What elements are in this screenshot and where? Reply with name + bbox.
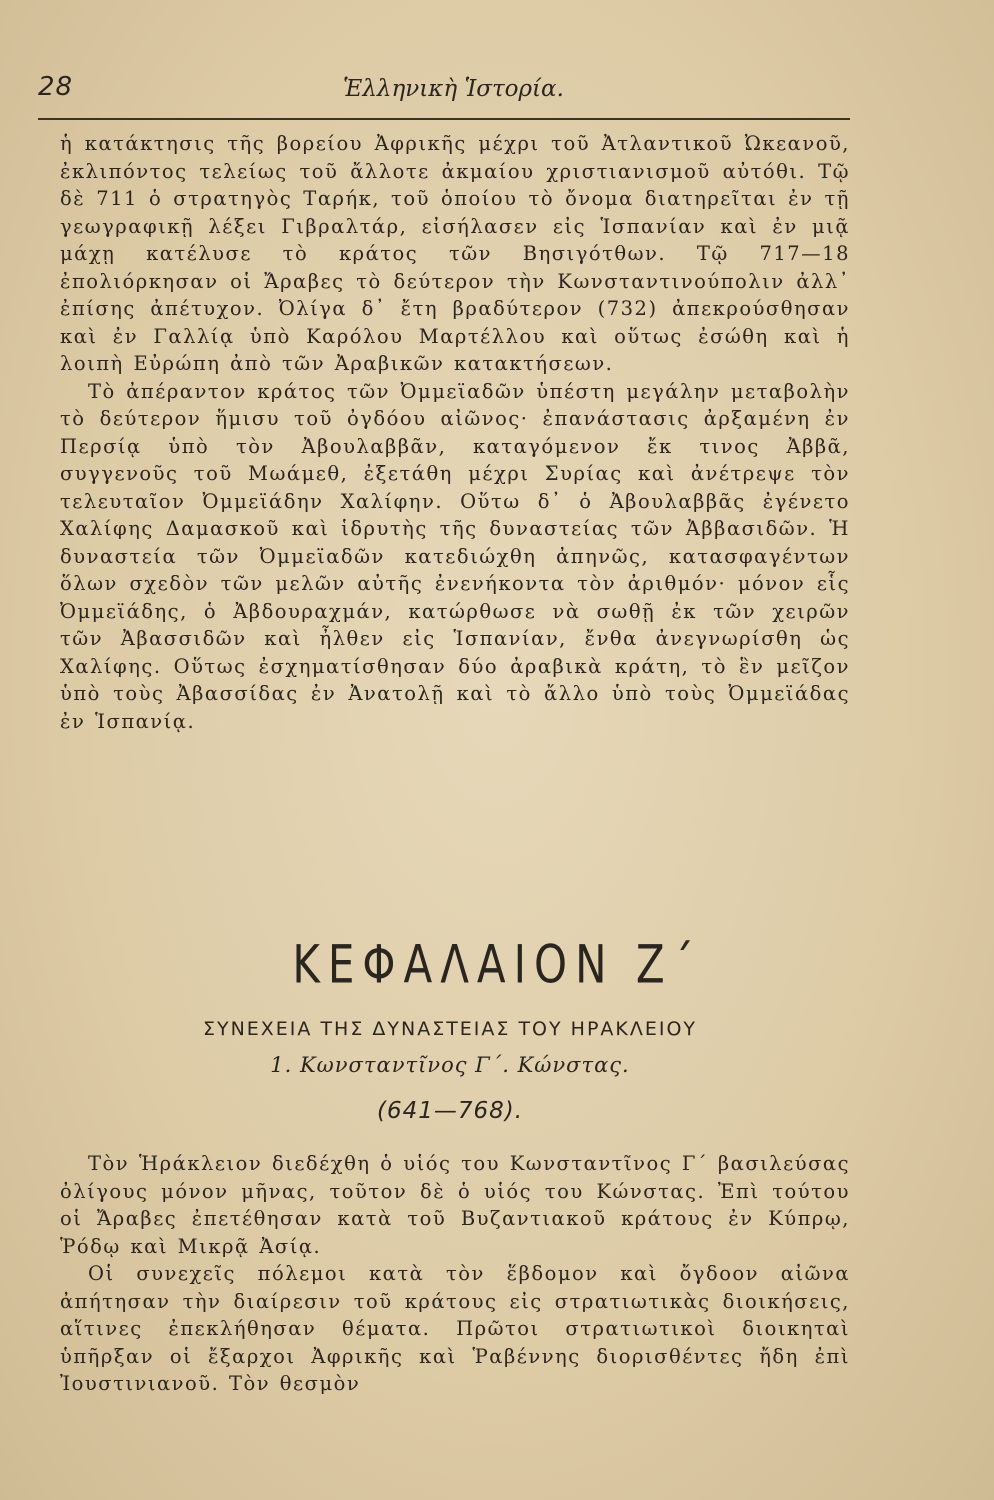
page-header [38, 68, 848, 108]
chapter-title: ΚΕΦΑΛΑΙΟΝ Ζ΄ [292, 933, 702, 996]
paragraph: Οἱ συνεχεῖς πόλεμοι κατὰ τὸν ἕβδομον καὶ ὄγδοον αἰῶνα ἀπήτησαν τὴν διαίρεσιν τοῦ κράτους εἰς στρατιωτικὰς διοικήσεις, αἵτινες ἐπεκλήθησαν θέματα. Πρῶτοι στρατιωτικοὶ διοικηταὶ ὑπῆρξαν οἱ ἔξαρχοι Ἀφρικῆς καὶ Ῥαβέννης διορισθέντες ἤδη ἐπὶ Ἰουστινιανοῦ. Τὸν θεσμὸν [60, 1262, 850, 1395]
page-number: 28 [38, 72, 74, 102]
header-rule [38, 118, 850, 120]
paragraph: Τὸ ἀπέραντον κράτος τῶν Ὀμμεϊαδῶν ὑπέστη μεγάλην μεταβολὴν τὸ δεύτερον ἥμισυ τοῦ ὀγδόου αἰῶνος· ἐπανάστασις ἀρξαμένη ἐν Περσίᾳ ὑπὸ τὸν Ἀβουλαββᾶν, καταγόμενον ἔκ τινος Ἀββᾶ, συγγενοῦς τοῦ Μωάμεθ, ἐξετάθη μέχρι Συρίας καὶ ἀνέτρεψε τὸν τελευταῖον Ὀμμεϊάδην Χαλίφην. Οὕτω δ᾽ ὁ Ἀβουλαββᾶς ἐγένετο Χαλίφης Δαμασκοῦ καὶ ἱδρυτὴς τῆς δυναστείας τῶν Ἀββασιδῶν. Ἡ δυναστεία τῶν Ὀμμεϊαδῶν κατεδιώχθη ἀπηνῶς, κατασφαγέντων ὅλων σχεδὸν τῶν μελῶν αὐτῆς ἐνενήκοντα τὸν ἀριθμόν· μόνον εἷς Ὀμμεϊάδης, ὁ Ἀβδουραχμάν, κατώρθωσε νὰ σωθῇ ἐκ τῶν χειρῶν τῶν Ἀβασσιδῶν καὶ ἦλθεν εἰς Ἱσπανίαν, ἔνθα ἀνεγνωρίσθη ὡς Χαλίφης. Οὕτως ἐσχηματίσθησαν δύο ἀραβικὰ κράτη, τὸ ἓν μεῖζον ὑπὸ τοὺς Ἀβασσίδας ἐν Ἀνατολῇ καὶ τὸ ἄλλο ὑπὸ τοὺς Ὀμμεϊάδας ἐν Ἱσπανίᾳ. [60, 379, 850, 733]
chapter-subtitle: ΣΥΝΕΧΕΙΑ ΤΗΣ ΔΥΝΑΣΤΕΙΑΣ ΤΟΥ ΗΡΑΚΛΕΙΟΥ [202, 1018, 698, 1040]
paragraph: ἡ κατάκτησις τῆς βορείου Ἀφρικῆς μέχρι τοῦ Ἀτλαντικοῦ Ὠκεανοῦ, ἐκλιπόντος τελείως τοῦ ἄλλοτε ἀκμαίου χριστιανισμοῦ αὐτόθι. Τῷ δὲ 711 ὁ στρατηγὸς Ταρήκ, τοῦ ὁποίου τὸ ὄνομα διατηρεῖται ἐν τῇ γεωγραφικῇ λέξει Γιβραλτάρ, εἰσήλασεν εἰς Ἱσπανίαν καὶ ἐν μιᾷ μάχῃ κατέλυσε τὸ κράτος τῶν Βησιγότθων. Τῷ 717—18 ἐπολιόρκησαν οἱ Ἄραβες τὸ δεύτερον τὴν Κωνσταντινούπολιν ἀλλ᾽ ἐπίσης ἀπέτυχον. Ὀλίγα δ᾽ ἔτη βραδύτερον (732) ἀπεκρούσθησαν καὶ ἐν Γαλλίᾳ ὑπὸ Καρόλου Μαρτέλλου καὶ οὕτως ἐσώθη καὶ ἡ λοιπὴ Εὐρώπη ἀπὸ τῶν Ἀραβικῶν κατακτήσεων. [60, 132, 850, 375]
section-title: 1. Κωνσταντῖνος Γ΄. Κώνστας. [270, 1053, 630, 1077]
body-text-bottom [60, 1150, 850, 1398]
body-text-top [60, 130, 850, 735]
section-dates: (641—768). [376, 1098, 524, 1124]
paragraph: Τὸν Ἡράκλειον διεδέχθη ὁ υἱός του Κωνσταντῖνος Γ΄ βασιλεύσας ὀλίγους μόνον μῆνας, τοῦτον δὲ ὁ υἱός του Κώνστας. Ἐπὶ τούτου οἱ Ἄραβες ἐπετέθησαν κατὰ τοῦ Βυζαντιακοῦ κράτους ἐν Κύπρῳ, Ῥόδῳ καὶ Μικρᾷ Ἀσίᾳ. [60, 1152, 850, 1258]
running-title: Ἑλληνικὴ Ἱστορία. [343, 76, 564, 102]
